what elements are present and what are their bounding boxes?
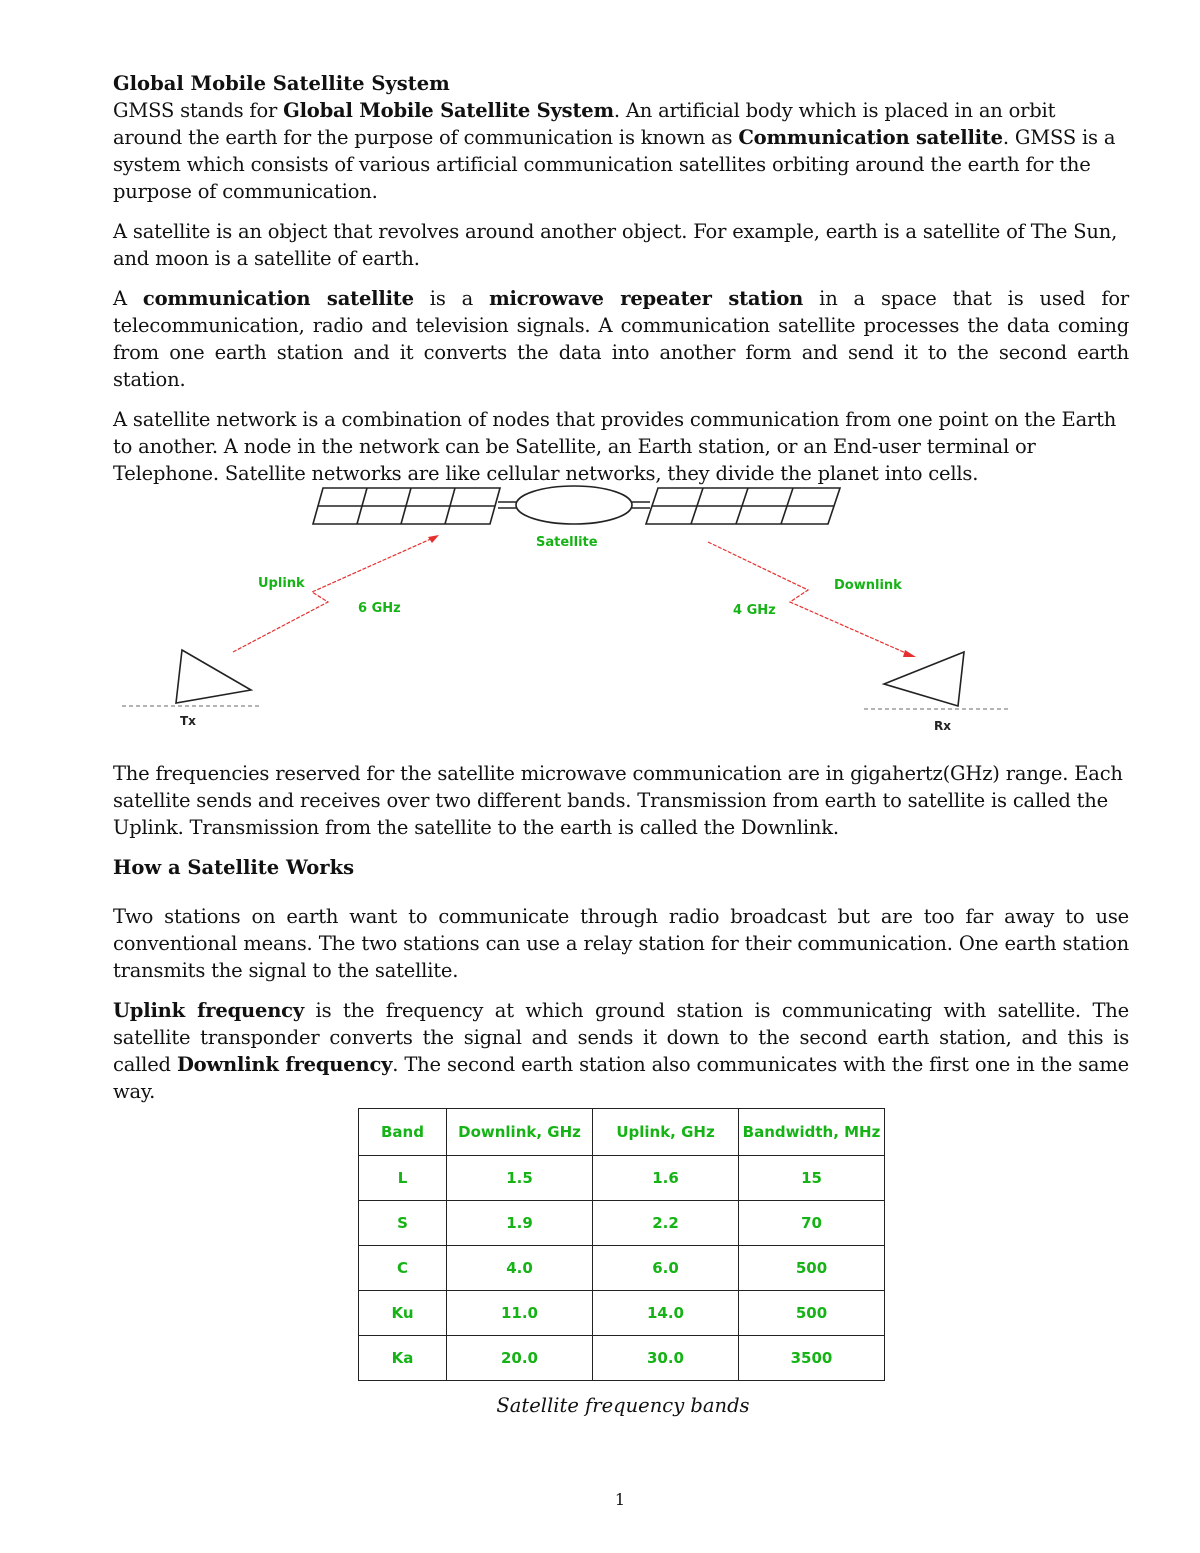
uplink-arrowhead xyxy=(428,535,439,543)
cell-bandwidth: 500 xyxy=(739,1246,885,1291)
cell-bandwidth: 3500 xyxy=(739,1336,885,1381)
downlink-label: Downlink xyxy=(834,578,902,593)
header-downlink: Downlink, GHz xyxy=(447,1109,593,1156)
cell-bandwidth: 500 xyxy=(739,1291,885,1336)
header-uplink: Uplink, GHz xyxy=(593,1109,739,1156)
uplink-frequency: 6 GHz xyxy=(358,601,401,616)
downlink-frequency: 4 GHz xyxy=(733,603,776,618)
table-row xyxy=(359,1291,885,1336)
cell-uplink: 14.0 xyxy=(593,1291,739,1336)
header-bandwidth: Bandwidth, MHz xyxy=(739,1109,885,1156)
cell-band: Ka xyxy=(359,1336,447,1381)
cell-uplink: 30.0 xyxy=(593,1336,739,1381)
table-row xyxy=(359,1246,885,1291)
paragraph-satellite-definition: A satellite is an object that revolves around another object. For example, earth is a satellite of The Sun, and moon is a satellite of earth. xyxy=(113,220,1118,270)
table-header-row xyxy=(359,1109,885,1156)
doc-title: Global Mobile Satellite System xyxy=(113,72,450,95)
paragraph-communication-satellite: A communication satellite is a microwave repeater station in a space that is used for telecommunication, radio and television signals. A communication satellite processes the data coming from one earth station and it converts the data into another form and send it to the second earth station. xyxy=(113,287,1129,391)
cell-uplink: 2.2 xyxy=(593,1201,739,1246)
satellite-link-diagram xyxy=(118,480,1010,738)
downlink-arrowhead xyxy=(903,650,916,657)
paragraph-frequencies: The frequencies reserved for the satellite microwave communication are in gigahertz(GHz) range. Each satellite sends and receives over two different bands. Transmission from earth to satellite is called the Uplink. Transmission from the satellite to the earth is called the Downlink. xyxy=(113,762,1123,839)
left-solar-panel xyxy=(313,488,500,524)
section-heading: How a Satellite Works xyxy=(113,856,355,879)
cell-uplink: 6.0 xyxy=(593,1246,739,1291)
cell-band: S xyxy=(359,1201,447,1246)
rx-antenna-icon xyxy=(884,652,964,706)
rx-label: Rx xyxy=(934,719,951,733)
tx-label: Tx xyxy=(180,714,196,728)
cell-uplink: 1.6 xyxy=(593,1156,739,1201)
paragraph-uplink-downlink: Uplink frequency is the frequency at which ground station is communicating with satellite. The satellite transponder converts the signal and sends it down to the second earth station, and this is called Downlink frequency. The second earth station also communicates with the first one in the same way. xyxy=(113,999,1130,1103)
uplink-arrow xyxy=(233,538,433,652)
paragraph-satellite-network: A satellite network is a combination of nodes that provides communication from one point on the Earth to another. A node in the network can be Satellite, an Earth station, or an End-user terminal or Telephone. Satellite networks are like cellular networks, they divide the planet into cells. xyxy=(113,408,1117,485)
document-page-lower xyxy=(113,760,1129,1118)
paragraph-gmss-definition: GMSS stands for Global Mobile Satellite System. An artificial body which is placed in an orbit around the earth for the purpose of communication is known as Communication satellite. GMSS is a system which consists of various artificial communication satellites orbiting around the earth for the purpose of communication. xyxy=(113,99,1116,203)
table-row xyxy=(359,1336,885,1381)
cell-bandwidth: 70 xyxy=(739,1201,885,1246)
cell-band: Ku xyxy=(359,1291,447,1336)
document-page xyxy=(113,70,1129,500)
frequency-bands-table xyxy=(358,1108,885,1381)
cell-band: L xyxy=(359,1156,447,1201)
cell-downlink: 4.0 xyxy=(447,1246,593,1291)
paragraph-how-it-works: Two stations on earth want to communicate through radio broadcast but are too far away to use conventional means. The two stations can use a relay station for their communication. One earth station transmits the signal to the satellite. xyxy=(113,905,1129,982)
satellite-body xyxy=(516,486,632,524)
satellite-label: Satellite xyxy=(536,535,598,550)
table-caption: Satellite frequency bands xyxy=(496,1394,750,1417)
downlink-arrow xyxy=(708,542,908,654)
uplink-label: Uplink xyxy=(258,576,305,591)
right-solar-panel xyxy=(646,488,840,524)
cell-bandwidth: 15 xyxy=(739,1156,885,1201)
panel-connectors xyxy=(498,502,650,508)
table-row xyxy=(359,1201,885,1246)
table-row xyxy=(359,1156,885,1201)
cell-downlink: 1.9 xyxy=(447,1201,593,1246)
page-number: 1 xyxy=(614,1490,626,1509)
cell-band: C xyxy=(359,1246,447,1291)
cell-downlink: 1.5 xyxy=(447,1156,593,1201)
cell-downlink: 20.0 xyxy=(447,1336,593,1381)
cell-downlink: 11.0 xyxy=(447,1291,593,1336)
header-band: Band xyxy=(359,1109,447,1156)
tx-antenna-icon xyxy=(176,650,251,703)
